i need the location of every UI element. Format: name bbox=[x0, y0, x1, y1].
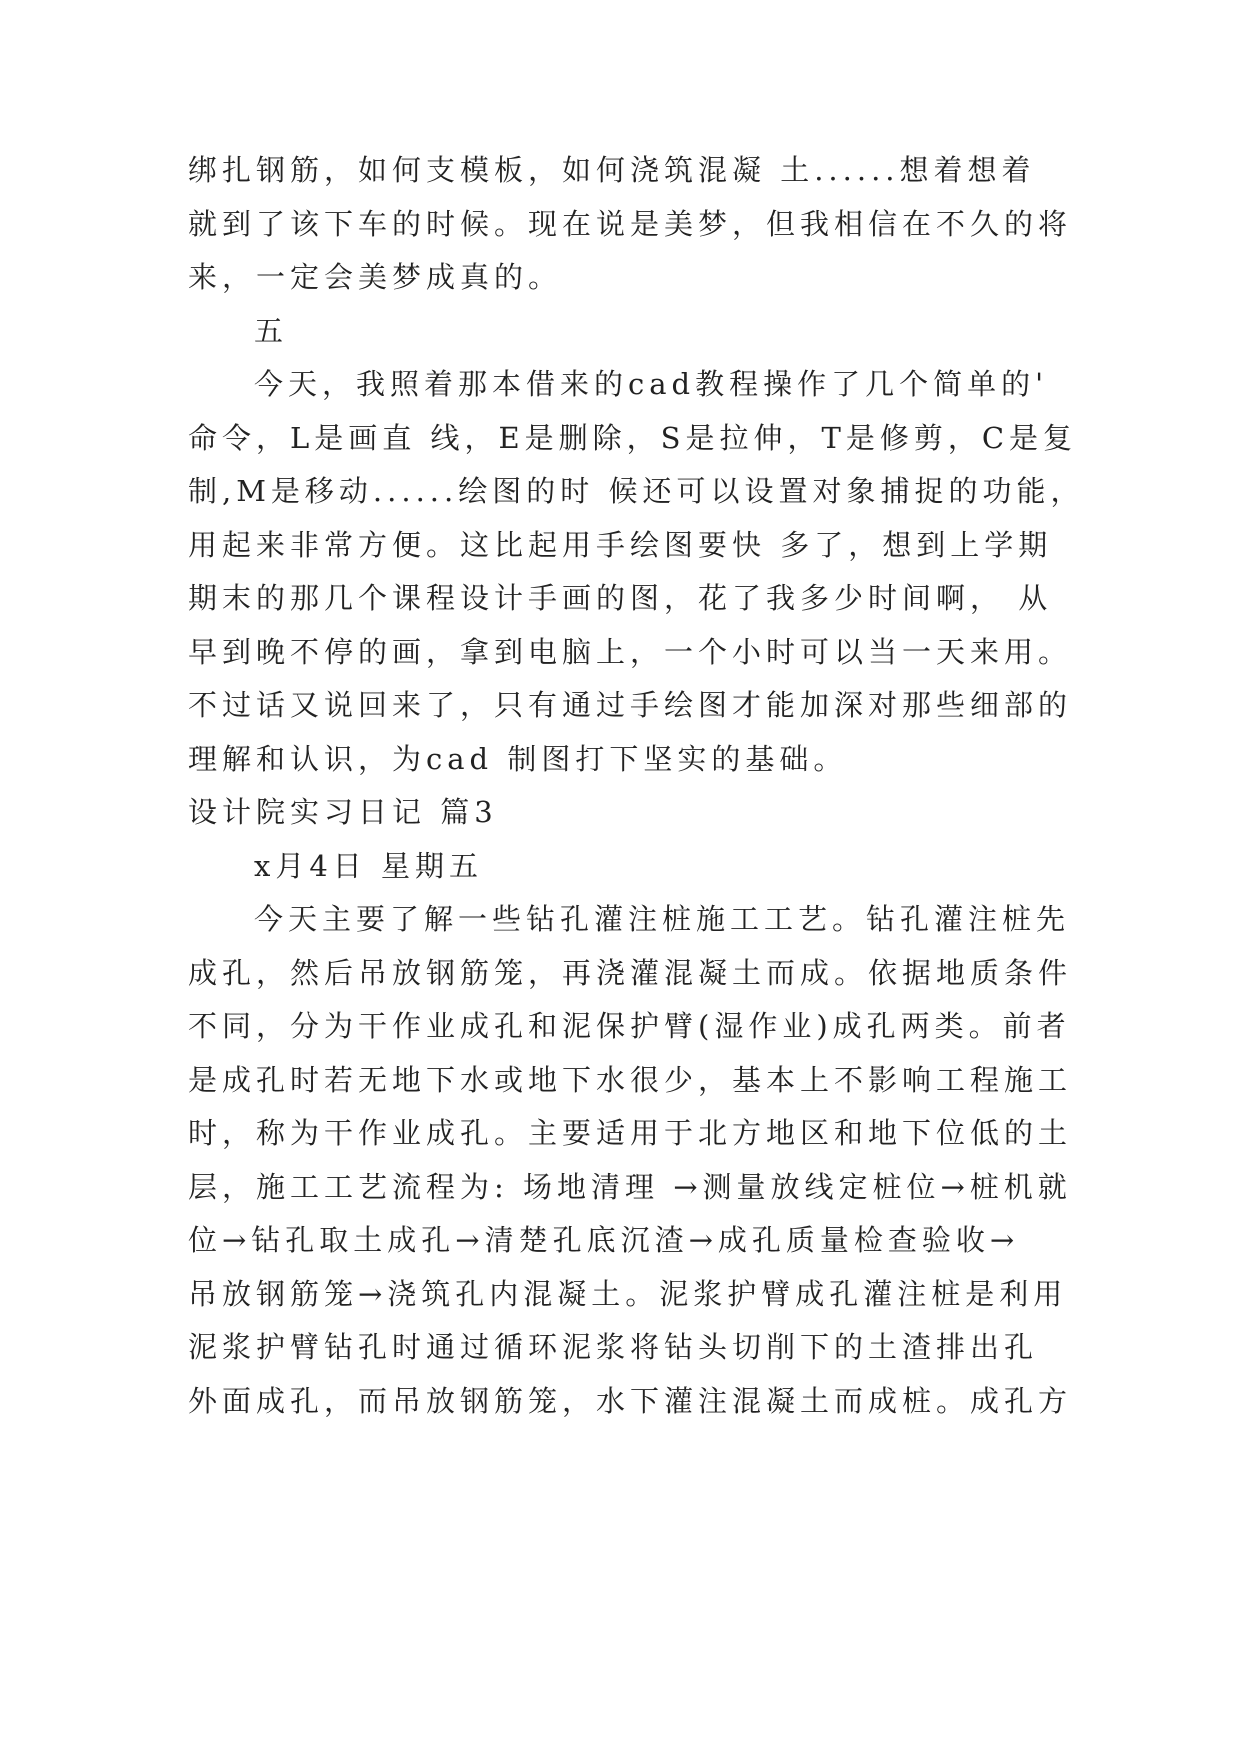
text-line: 今天主要了解一些钻孔灌注桩施工工艺。钻孔灌注桩先 bbox=[254, 902, 1071, 936]
section-number: 五 bbox=[254, 314, 289, 348]
entry-date: x月4日 星期五 bbox=[254, 849, 484, 883]
text-line: 今天，我照着那本借来的cad教程操作了几个简单的' bbox=[254, 367, 1049, 401]
text-line: 制,M是移动......绘图的时 候还可以设置对象捕捉的功能， bbox=[188, 474, 1085, 508]
text-line: 是成孔时若无地下水或地下水很少，基本上不影响工程施工 bbox=[188, 1063, 1073, 1097]
text-line: 命令，L是画直 线，E是删除，S是拉伸，T是修剪，C是复 bbox=[188, 421, 1078, 455]
text-line: 就到了该下车的时候。现在说是美梦，但我相信在不久的将 bbox=[188, 207, 1073, 241]
text-line: 期末的那几个课程设计手画的图，花了我多少时间啊， 从 bbox=[188, 581, 1053, 615]
text-line: 不同，分为干作业成孔和泥保护臂(湿作业)成孔两类。前者 bbox=[188, 1009, 1071, 1043]
text-line: 成孔，然后吊放钢筋笼，再浇灌混凝土而成。依据地质条件 bbox=[188, 956, 1073, 990]
text-line: 理解和认识，为cad 制图打下坚实的基础。 bbox=[188, 742, 848, 776]
text-line: 用起来非常方便。这比起用手绘图要快 多了，想到上学期 bbox=[188, 528, 1053, 562]
text-line: 外面成孔，而吊放钢筋笼，水下灌注混凝土而成桩。成孔方 bbox=[188, 1384, 1073, 1418]
text-line: 早到晚不停的画，拿到电脑上，一个小时可以当一天来用。 bbox=[188, 635, 1073, 669]
text-line: 时，称为干作业成孔。主要适用于北方地区和地下位低的土 bbox=[188, 1116, 1073, 1150]
text-line: 层，施工工艺流程为: 场地清理 →测量放线定桩位→桩机就 bbox=[188, 1170, 1072, 1204]
text-line: 来，一定会美梦成真的。 bbox=[188, 260, 563, 294]
section-heading: 设计院实习日记 篇3 bbox=[188, 795, 498, 829]
text-line: 位→钻孔取土成孔→清楚孔底沉渣→成孔质量检查验收→ bbox=[188, 1223, 1020, 1257]
text-line: 不过话又说回来了，只有通过手绘图才能加深对那些细部的 bbox=[188, 688, 1073, 722]
text-line: 吊放钢筋笼→浇筑孔内混凝土。泥浆护臂成孔灌注桩是利用 bbox=[188, 1277, 1068, 1311]
text-line: 绑扎钢筋，如何支模板，如何浇筑混凝 土......想着想着 bbox=[188, 153, 1036, 187]
text-line: 泥浆护臂钻孔时通过循环泥浆将钻头切削下的土渣排出孔 bbox=[188, 1330, 1039, 1364]
